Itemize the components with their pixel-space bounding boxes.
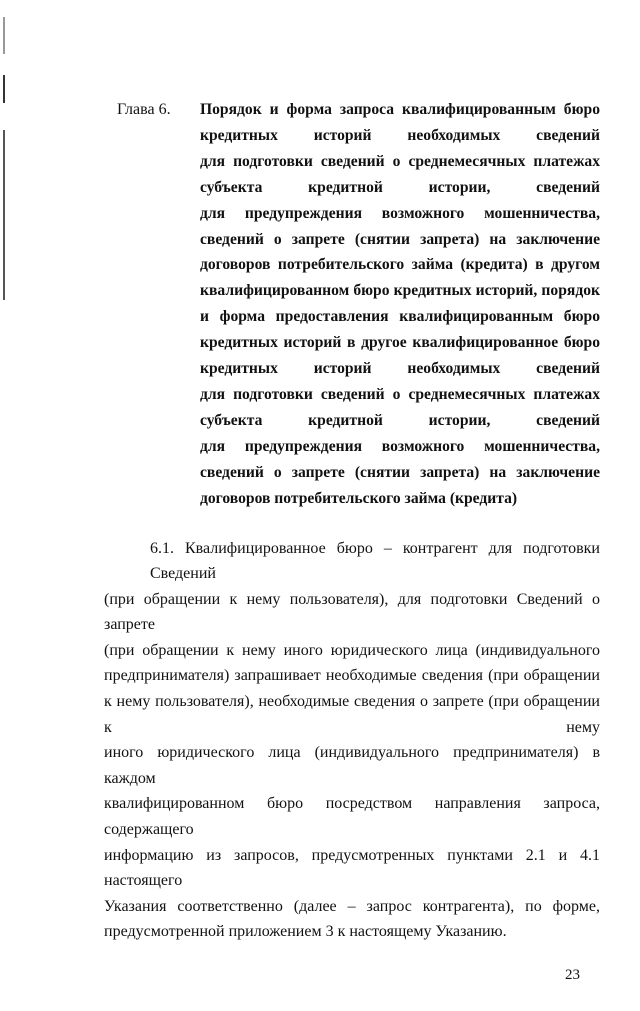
text-line: (при обращении к нему иного юридического лица (индивидуального — [104, 641, 600, 659]
scan-artifact — [3, 17, 5, 54]
text-line: для подготовки сведений о среднемесячных платежах — [200, 385, 600, 403]
text-line: сведений о запрете (снятии запрета) на заключение — [200, 230, 600, 248]
text-line: иного юридического лица (индивидуального предпринимателя) в каждом — [104, 744, 600, 787]
chapter-label: Глава 6. — [117, 101, 171, 118]
text-line: предусмотренной приложением 3 к настоящему Указанию. — [104, 923, 507, 941]
text-line: квалифицированном бюро кредитных историй, порядок — [200, 282, 600, 300]
text-line: кредитных историй в другое квалифицированное бюро — [200, 334, 600, 352]
text-line: субъекта кредитной истории, сведений — [200, 178, 600, 196]
text-line: для предупреждения возможного мошенничества, — [200, 204, 600, 222]
text-line: квалифицированном бюро посредством направления запроса, содержащего — [104, 795, 600, 839]
text-line: информацию из запросов, предусмотренных пунктами 2.1 и 4.1 настоящего — [104, 846, 600, 890]
chapter-heading — [117, 97, 600, 512]
paragraph-6-1 — [104, 536, 600, 946]
text-line: кредитных историй необходимых сведений — [200, 360, 600, 378]
text-line: 6.1. Квалифицированное бюро – контрагент для подготовки Сведений — [150, 539, 600, 583]
text-line: и форма предоставления квалифицированным бюро — [200, 308, 600, 326]
text-line: для предупреждения возможного мошенничества, — [200, 437, 600, 455]
text-line: для подготовки сведений о среднемесячных платежах — [200, 152, 600, 170]
chapter-title — [200, 97, 600, 512]
text-line: договоров потребительского займа (кредита) — [200, 489, 518, 507]
scan-artifact — [3, 75, 5, 103]
text-line: договоров потребительского займа (кредита) в другом — [200, 256, 600, 274]
text-line: предпринимателя) запрашивает необходимые сведения (при обращении — [104, 667, 600, 685]
text-line: к нему пользователя), необходимые сведения о запрете (при обращении к нему — [104, 693, 600, 736]
text-line: (при обращении к нему пользователя), для подготовки Сведений о запрете — [104, 590, 600, 634]
text-line: Указания соответственно (далее – запрос контрагента), по форме, — [104, 897, 600, 915]
scan-artifact — [3, 130, 5, 300]
text-line: кредитных историй необходимых сведений — [200, 126, 600, 144]
text-line: сведений о запрете (снятии запрета) на заключение — [200, 463, 600, 481]
text-line: Порядок и форма запроса квалифицированным бюро — [200, 101, 600, 118]
text-line: субъекта кредитной истории, сведений — [200, 411, 600, 429]
page-number: 23 — [565, 967, 580, 983]
